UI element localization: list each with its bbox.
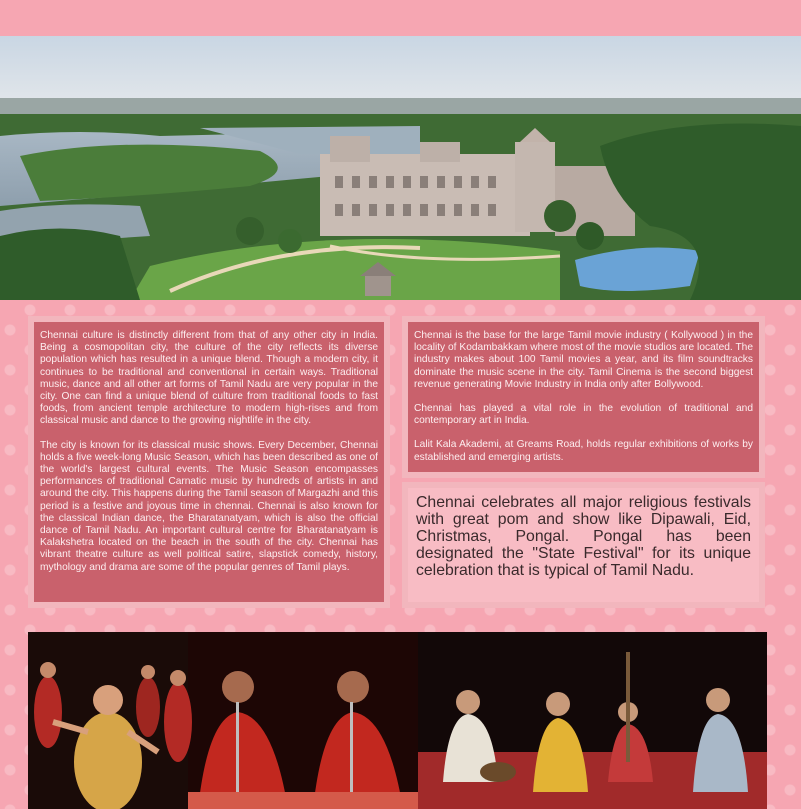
left-paragraph-music: The city is known for its classical music shows. Every December, Chennai holds a five week-long Music Season, which has been described as one of the world's largest cultural events. The Music Season encompasses performances of traditional Carnatic music by hundreds of artists in and around the city. This happens during the Tamil season of Margazhi and this period is a festive and joyous time in chennai. Chennai is also known for the classical Indian dance, the Bharatanatyam, which is also the official dance of Tamil Nadu. An important cultural centre for Bharatanatyam is Kalakshetra located on the beach in the south of the city. Chennai has vibrant theatre culture as well political satire, slapstick comedy, history, mythology and drama are some of the popular genres of Tamil plays. <box>40 439 378 573</box>
right-paragraph-cinema: Chennai is the base for the large Tamil movie industry ( Kollywood ) in the locality of Kodambakkam where most of the movie studios are located. The industry makes about 100 Tamil movies a year, and its film soundtracks dominate the music scene in the city. Tamil Cinema is the second biggest revenue generating Movie Industry in India only after Bollywood. <box>414 330 753 390</box>
left-paragraph-culture: Chennai culture is distinctly different from that of any other city in India. Being a cosmopolitan city, the culture of the city reflects its diverse population which has resulted in a unique blend. Though a modern city, it continues to be traditional and conventional in certain ways. Traditional music, dance and all other art forms of Tamil Nadu are very popular in the city. One can find a unique blend of culture from traditional foods to fast foods, from ancient temple architecture to modern high-rises and from classical music and dance to the growing nightlife in the city. <box>40 330 378 427</box>
left-text-panel <box>28 316 390 608</box>
right-paragraph-lalit-kala: Lalit Kala Akademi, at Greams Road, holds regular exhibitions of works by established and emerging artists. <box>414 439 753 463</box>
hero-photo <box>0 36 801 300</box>
performers-photo-strip <box>28 632 767 809</box>
top-band <box>0 0 801 36</box>
festival-text-panel <box>402 482 765 608</box>
right-paragraph-art: Chennai has played a vital role in the evolution of traditional and contemporary art in India. <box>414 403 753 427</box>
festival-paragraph: Chennai celebrates all major religious festivals with great pom and show like Dipawali, Eid, Christmas, Pongal. Pongal has been designated the "State Festival" for its unique celebration that is typical of Tamil Nadu. <box>416 494 751 579</box>
palace-landscape-icon <box>0 36 801 300</box>
right-top-text-panel <box>402 316 765 478</box>
dancers-and-musicians-icon <box>28 632 767 809</box>
